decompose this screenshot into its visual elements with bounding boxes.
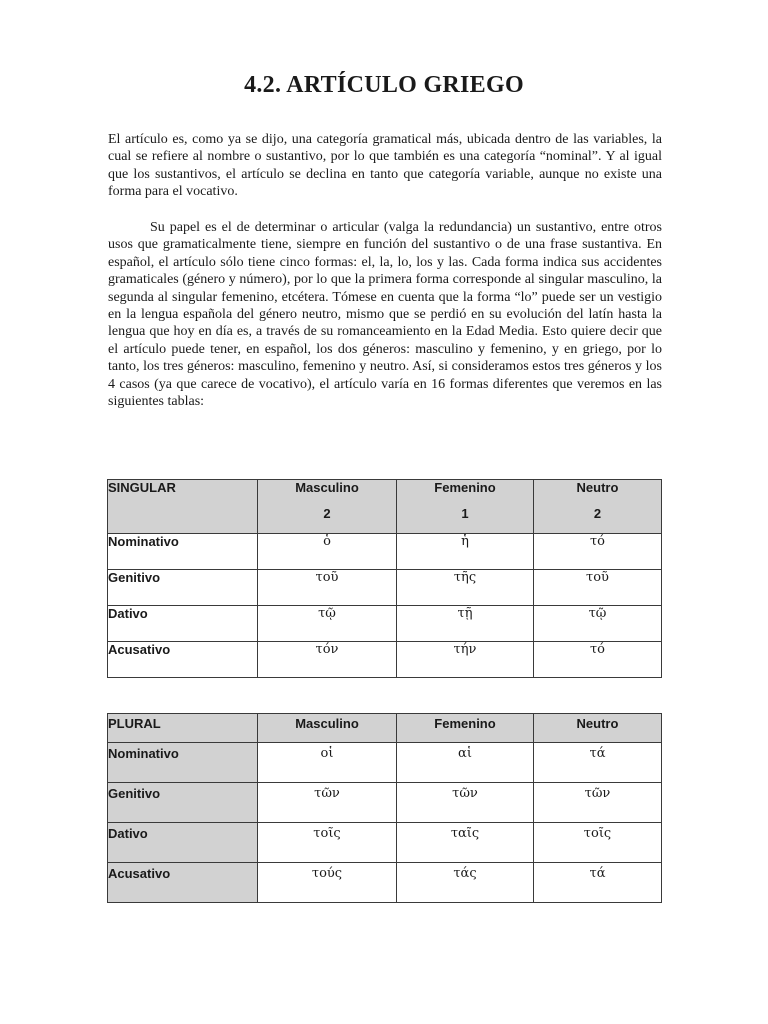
body-paragraph: Su papel es el de determinar o articular (valga la redundancia) un sustantivo, entre otros usos que gramaticalmente tiene, siempre en función del sustantivo o de una frase sustantiva. En español, el artículo sólo tiene cinco formas: el, la, lo, los y las. Cada forma indica sus accidentes gramaticales (género y número), por lo que la primera forma corresponde al singular masculino, la segunda al singular femenino, etcétera. Tómese en cuenta que la forma “lo” puede ser un vestigio en la lengua española del género neutro, mismo que se perdió en su evolución del latín hasta la lengua que hoy en día es, a través de su romanceamiento en la Edad Media. Esto quiere decir que el artículo puede tener, en español, los dos géneros: masculino y femenino, y en griego, por lo tanto, los tres géneros: masculino, femenino y neutro. Así, si consideramos estos tres géneros y los 4 casos (ya que carece de vocativo), el artículo varía en 16 formas diferentes que veremos en las siguientes tablas: bbox=[108, 220, 662, 410]
table-row bbox=[108, 783, 662, 823]
plural-declension-table bbox=[107, 713, 662, 903]
singular-label: SINGULAR bbox=[108, 480, 258, 534]
article-form: τούς bbox=[258, 863, 397, 903]
header-masculino: Masculino bbox=[258, 714, 397, 743]
plural-label: PLURAL bbox=[108, 714, 258, 743]
header-femenino bbox=[397, 480, 534, 534]
article-form: τό bbox=[534, 534, 662, 570]
page-title: 4.2. ARTÍCULO GRIEGO bbox=[244, 72, 524, 98]
header-masculino bbox=[258, 480, 397, 534]
case-label: Genitivo bbox=[108, 570, 258, 606]
table-row bbox=[108, 570, 662, 606]
table-row bbox=[108, 823, 662, 863]
header-name: Masculino bbox=[295, 480, 359, 495]
case-label: Dativo bbox=[108, 606, 258, 642]
table-row bbox=[108, 642, 662, 678]
article-form: τοῖς bbox=[258, 823, 397, 863]
article-form: τοῖς bbox=[534, 823, 662, 863]
header-number: 2 bbox=[593, 506, 602, 521]
article-form: τῶν bbox=[397, 783, 534, 823]
header-number: 1 bbox=[461, 506, 469, 521]
table-row bbox=[108, 534, 662, 570]
article-form: αἱ bbox=[397, 743, 534, 783]
intro-paragraph: El artículo es, como ya se dijo, una categoría gramatical más, ubicada dentro de las variables, la cual se refiere al nombre o sustantivo, por lo que también es una categoría “nominal”. Y al igual que los sustantivos, el artículo se declina en tanto que categoría variable, aunque no existe una forma para el vocativo. bbox=[108, 132, 662, 200]
singular-declension-table bbox=[107, 479, 662, 678]
article-form: ὁ bbox=[258, 534, 397, 570]
article-form: ταῖς bbox=[397, 823, 534, 863]
article-form: τό bbox=[534, 642, 662, 678]
table-row bbox=[108, 606, 662, 642]
table-row bbox=[108, 863, 662, 903]
article-form: τάς bbox=[397, 863, 534, 903]
article-form: τῷ bbox=[258, 606, 397, 642]
header-femenino: Femenino bbox=[397, 714, 534, 743]
case-label: Dativo bbox=[108, 823, 258, 863]
header-name: Femenino bbox=[434, 480, 496, 495]
article-form: τά bbox=[534, 863, 662, 903]
article-form: τῶν bbox=[258, 783, 397, 823]
article-form: τῶν bbox=[534, 783, 662, 823]
article-form: τοῦ bbox=[534, 570, 662, 606]
article-form: τήν bbox=[397, 642, 534, 678]
header-neutro: Neutro bbox=[534, 714, 662, 743]
header-number: 2 bbox=[323, 506, 331, 521]
article-form: τόν bbox=[258, 642, 397, 678]
case-label: Nominativo bbox=[108, 534, 258, 570]
table-header-row bbox=[108, 480, 662, 534]
table-header-row bbox=[108, 714, 662, 743]
article-form: τῆς bbox=[397, 570, 534, 606]
header-name: Neutro bbox=[576, 480, 619, 495]
article-form: τά bbox=[534, 743, 662, 783]
article-form: τῇ bbox=[397, 606, 534, 642]
header-neutro bbox=[534, 480, 662, 534]
article-form: τοῦ bbox=[258, 570, 397, 606]
article-form: ἡ bbox=[397, 534, 534, 570]
case-label: Acusativo bbox=[108, 863, 258, 903]
case-label: Acusativo bbox=[108, 642, 258, 678]
article-form: οἱ bbox=[258, 743, 397, 783]
table-row bbox=[108, 743, 662, 783]
case-label: Nominativo bbox=[108, 743, 258, 783]
case-label: Genitivo bbox=[108, 783, 258, 823]
article-form: τῷ bbox=[534, 606, 662, 642]
